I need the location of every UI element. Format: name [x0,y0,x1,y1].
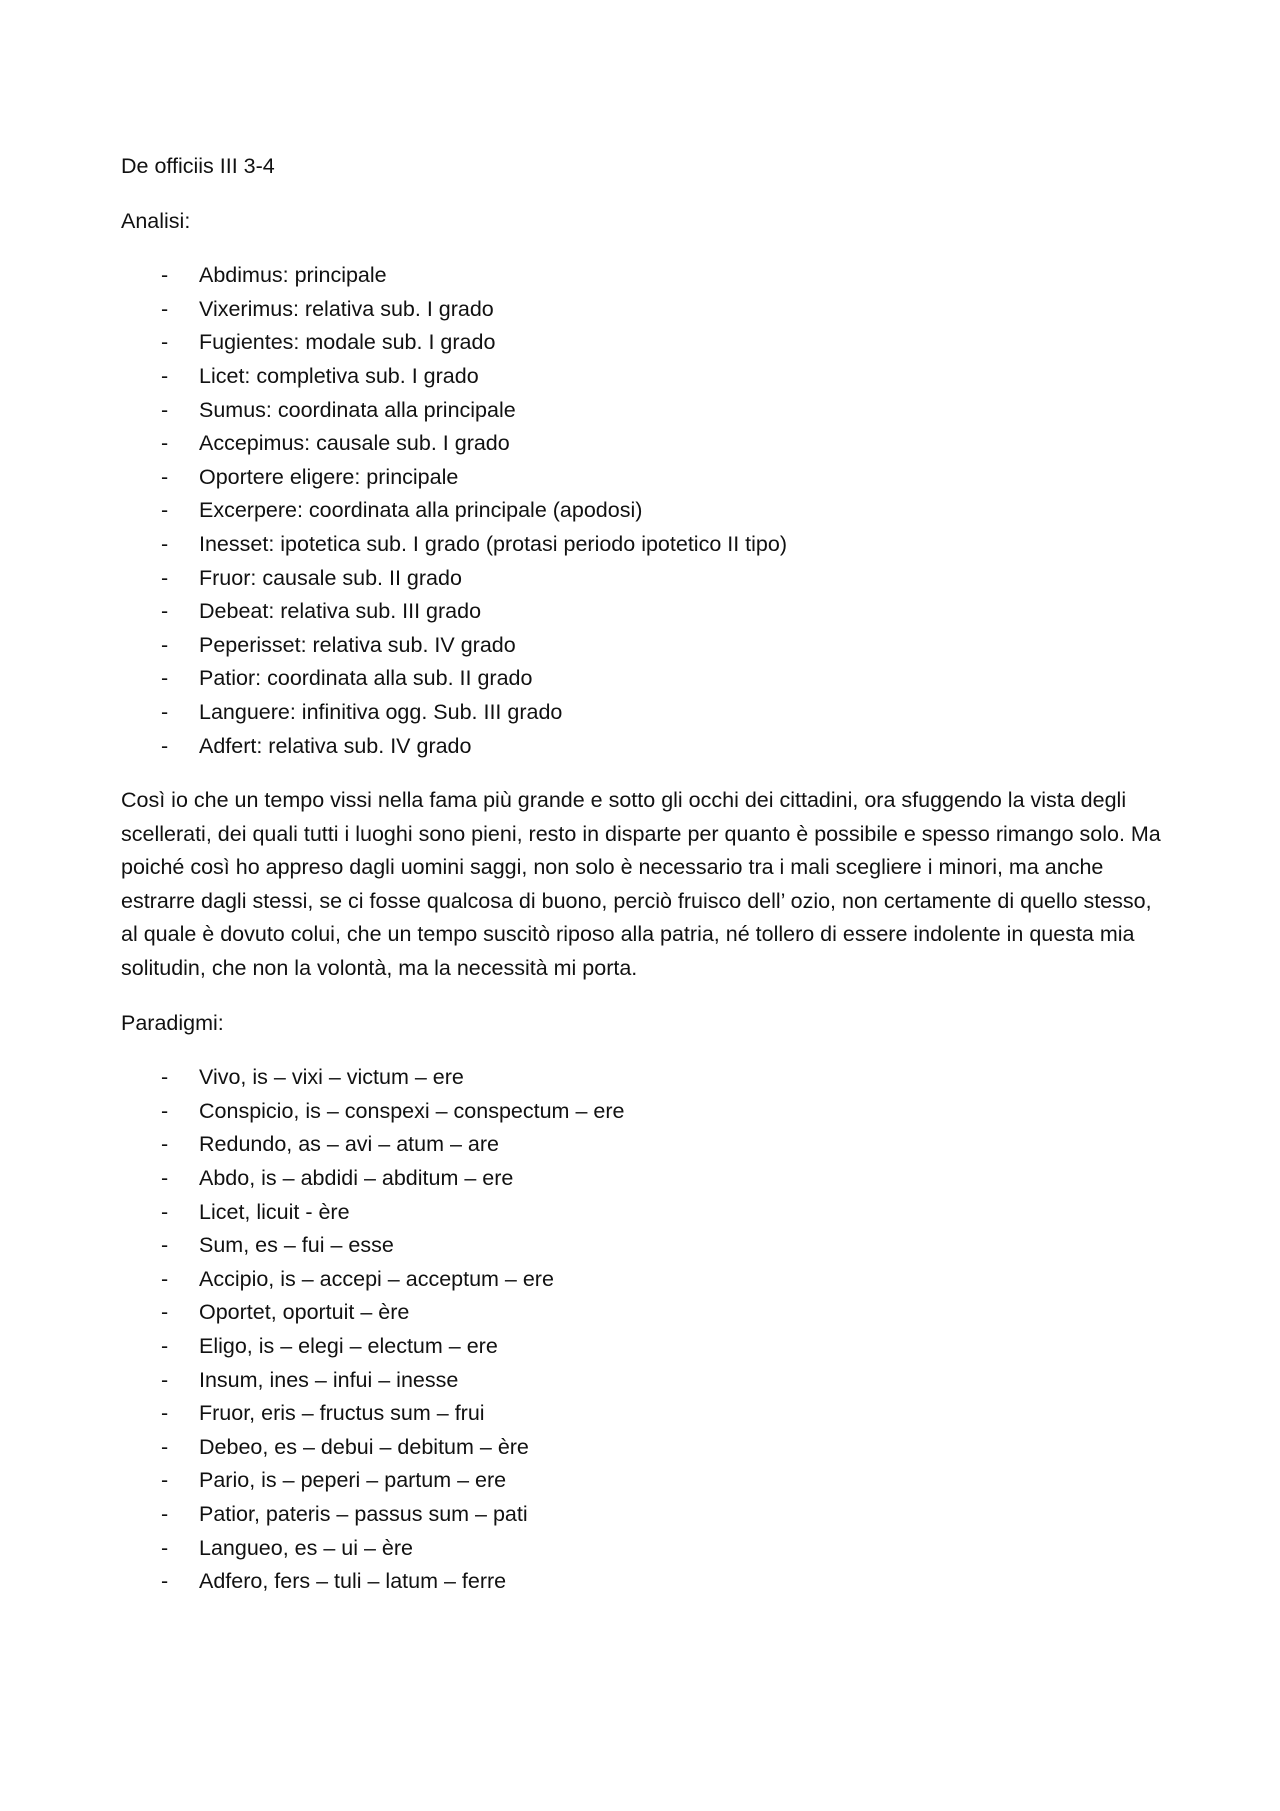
list-dash: - [161,263,169,288]
analysis-item [121,730,1161,764]
paradigm-item-text: Insum, ines – infui – inesse [199,1367,459,1392]
paradigm-item [121,1397,1161,1431]
paradigm-item [121,1364,1161,1398]
analysis-item-text: Fugientes: modale sub. I grado [199,330,496,355]
paradigm-item-text: Eligo, is – elegi – electum – ere [199,1334,498,1358]
analysis-item-text: Fruor: causale sub. II grado [199,565,462,590]
analysis-item-text: Peperisset: relativa sub. IV grado [199,632,516,657]
list-dash: - [161,1098,169,1123]
paradigm-item-text: Fruor, eris – fructus sum – frui [199,1401,485,1426]
paradigm-list [121,1061,1161,1599]
list-dash: - [161,498,169,523]
analysis-item [121,427,1161,461]
paradigm-item [121,1498,1161,1532]
paradigm-item-text: Licet, licuit - ère [199,1199,350,1224]
analysis-item-text: Abdimus: principale [199,263,387,288]
analysis-heading: Analisi: [121,208,191,233]
list-dash: - [161,296,169,321]
list-dash: - [161,464,169,489]
paradigm-item-text: Redundo, as – avi – atum – are [199,1132,499,1157]
analysis-item-text: Accepimus: causale sub. I grado [199,431,510,456]
paradigm-item [121,1196,1161,1230]
paradigm-item-text: Pario, is – peperi – partum – ere [199,1468,507,1493]
list-dash: - [161,733,169,758]
analysis-item [121,461,1161,495]
list-dash: - [161,397,169,422]
analysis-item-text: Patior: coordinata alla sub. II grado [199,666,533,691]
list-dash: - [161,1434,169,1459]
paradigm-item [121,1565,1161,1599]
analysis-item [121,394,1161,428]
paradigm-item [121,1330,1161,1364]
translation-paragraph: Così io che un tempo vissi nella fama più grande e sotto gli occhi dei cittadini, ora sfuggendo la vista degli scellerati, dei quali tutti i luoghi sono pieni, resto in disparte per quanto è possibile e spesso rimango solo. Ma poiché così ho appreso dagli uomini saggi, non solo è necessario tra i mali scegliere i minori, ma anche estrarre dagli stessi, se ci fosse qualcosa di buono, perciò fruisco dell’ ozio, non certamente di quello stesso, al quale è dovuto colui, che un tempo suscitò riposo alla patria, né tollero di essere indolente in questa mia solitudin, che non la volontà, ma la necessità mi porta. [121,788,1161,981]
analysis-item-text: Vixerimus: relativa sub. I grado [199,296,494,321]
paradigm-item [121,1162,1161,1196]
analysis-item [121,696,1161,730]
document-title: De officiis III 3-4 [121,154,275,178]
analysis-item [121,259,1161,293]
paradigm-item [121,1061,1161,1095]
analysis-item [121,562,1161,596]
list-dash: - [161,363,169,388]
paradigms-heading: Paradigmi: [121,1010,224,1035]
document-body [121,150,1161,1620]
list-dash: - [161,699,169,724]
analysis-list [121,259,1161,763]
list-dash: - [161,1367,169,1392]
paradigm-item [121,1464,1161,1498]
analysis-item [121,360,1161,394]
list-dash: - [161,1266,169,1291]
list-dash: - [161,1166,169,1191]
analysis-item [121,293,1161,327]
list-dash: - [161,1468,169,1493]
list-dash: - [161,666,169,691]
list-dash: - [161,565,169,590]
analysis-item [121,494,1161,528]
list-dash: - [161,1199,169,1224]
analysis-item-text: Sumus: coordinata alla principale [199,397,516,422]
list-dash: - [161,431,169,456]
list-dash: - [161,1065,169,1090]
paradigm-item [121,1296,1161,1330]
paradigm-item [121,1431,1161,1465]
analysis-item-text: Debeat: relativa sub. III grado [199,599,482,624]
analysis-item-text: Languere: infinitiva ogg. Sub. III grado [199,699,563,724]
list-dash: - [161,1300,169,1325]
list-dash: - [161,1334,169,1358]
list-dash: - [161,1132,169,1157]
paradigm-item-text: Oportet, oportuit – ère [199,1300,410,1325]
paradigm-item [121,1263,1161,1297]
list-dash: - [161,632,169,657]
list-dash: - [161,1233,169,1258]
paradigm-item-text: Langueo, es – ui – ère [199,1535,413,1560]
paradigm-item [121,1128,1161,1162]
list-dash: - [161,1569,169,1594]
analysis-item [121,326,1161,360]
paradigm-item-text: Conspicio, is – conspexi – conspectum – ere [199,1098,625,1123]
paradigm-item-text: Vivo, is – vixi – victum – ere [199,1065,464,1090]
analysis-item [121,662,1161,696]
analysis-item-text: Licet: completiva sub. I grado [199,363,479,388]
list-dash: - [161,599,169,624]
analysis-item-text: Inesset: ipotetica sub. I grado (protasi periodo ipotetico II tipo) [199,531,787,556]
paradigm-item-text: Adfero, fers – tuli – latum – ferre [199,1569,507,1594]
paradigm-item-text: Abdo, is – abdidi – abditum – ere [199,1166,514,1191]
analysis-item [121,595,1161,629]
paradigm-item-text: Patior, pateris – passus sum – pati [199,1501,528,1526]
analysis-item-text: Oportere eligere: principale [199,464,459,489]
paradigm-item-text: Sum, es – fui – esse [199,1233,394,1258]
analysis-item [121,629,1161,663]
analysis-item-text: Excerpere: coordinata alla principale (apodosi) [199,498,643,523]
list-dash: - [161,531,169,556]
analysis-item-text: Adfert: relativa sub. IV grado [199,733,472,758]
list-dash: - [161,1401,169,1426]
paradigm-item-text: Debeo, es – debui – debitum – ère [199,1434,529,1459]
paradigm-item [121,1532,1161,1566]
analysis-item [121,528,1161,562]
list-dash: - [161,1535,169,1560]
paradigm-item [121,1229,1161,1263]
paradigm-item [121,1095,1161,1129]
list-dash: - [161,1501,169,1526]
paradigm-item-text: Accipio, is – accepi – acceptum – ere [199,1266,554,1291]
list-dash: - [161,330,169,355]
